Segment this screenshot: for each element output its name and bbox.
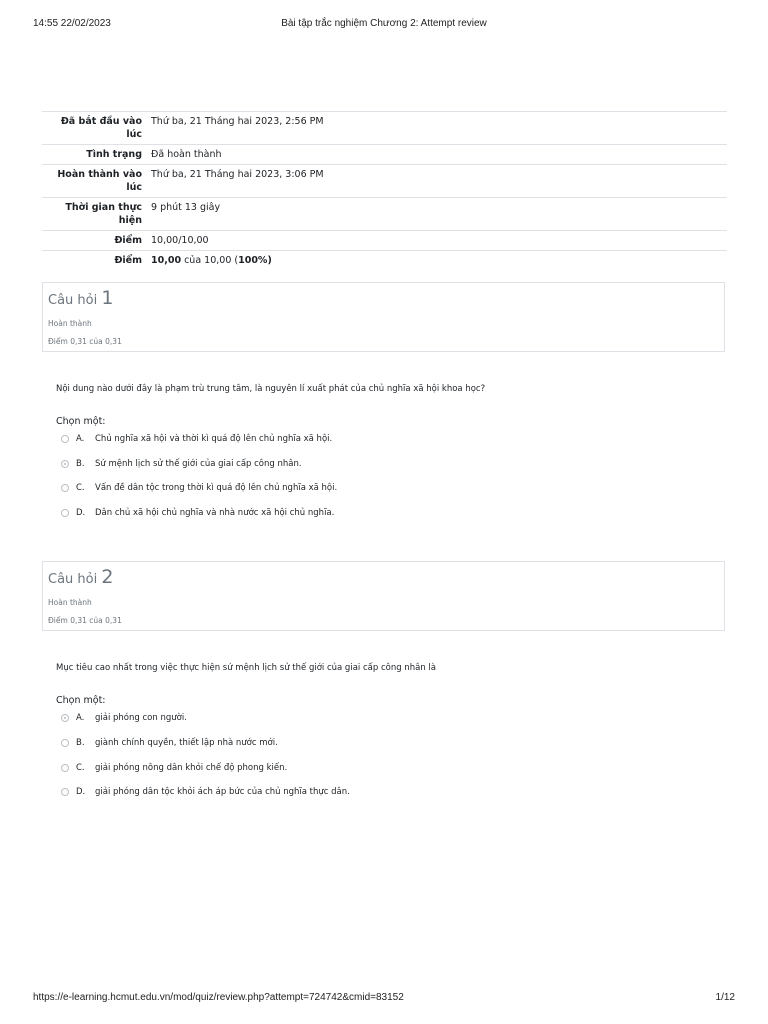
state-label: Tình trạng: [86, 149, 142, 160]
question-2-prompt: Chọn một:: [56, 695, 106, 706]
grade-percent: 100%: [238, 255, 268, 266]
option-text: Sứ mệnh lịch sử thế giới của giai cấp công nhân.: [95, 459, 302, 469]
question-2-radio-a[interactable]: [61, 714, 69, 722]
started-label: Đã bắt đầu vào lúc: [60, 116, 142, 140]
question-2-radio-d[interactable]: [61, 788, 69, 796]
state-value: Đã hoàn thành: [151, 149, 222, 160]
question-1-state: Hoàn thành: [48, 319, 92, 328]
marks-value: 10,00/10,00: [151, 235, 209, 246]
option-text: Vấn đề dân tộc trong thời kì quá độ lên chủ nghĩa xã hội.: [95, 483, 338, 493]
summary-row-time: [42, 198, 727, 231]
option-letter: B.: [76, 459, 85, 469]
grade-close: ): [267, 255, 272, 266]
question-2-text: Mục tiêu cao nhất trong việc thực hiện sứ mệnh lịch sử thế giới của giai cấp công nhân là: [56, 663, 436, 673]
option-text: giành chính quyền, thiết lập nhà nước mới.: [95, 738, 278, 748]
summary-row-completed: [42, 165, 727, 198]
option-letter: D.: [76, 508, 86, 518]
completed-label: Hoàn thành vào lúc: [57, 169, 142, 193]
option-letter: B.: [76, 738, 85, 748]
time-label: Thời gian thực hiện: [65, 202, 142, 226]
option-text: giải phóng nông dân khỏi chế độ phong kiến.: [95, 763, 288, 773]
option-text: Dân chủ xã hội chủ nghĩa và nhà nước xã hội chủ nghĩa.: [95, 508, 335, 518]
option-letter: A.: [76, 713, 85, 723]
time-value: 9 phút 13 giây: [151, 202, 221, 213]
option-letter: C.: [76, 483, 85, 493]
started-value: Thứ ba, 21 Tháng hai 2023, 2:56 PM: [151, 116, 324, 127]
option-letter: C.: [76, 763, 85, 773]
summary-row-state: [42, 145, 727, 165]
summary-row-marks: [42, 231, 727, 251]
option-letter: D.: [76, 787, 86, 797]
question-2-state: Hoàn thành: [48, 598, 92, 607]
question-2-radio-b[interactable]: [61, 739, 69, 747]
question-1-number: 1: [101, 287, 114, 309]
question-1-grade: Điểm 0,31 của 0,31: [48, 337, 122, 346]
question-1-title-label: Câu hỏi: [48, 293, 98, 308]
print-datetime: 14:55 22/02/2023: [33, 18, 111, 29]
print-footer: [0, 992, 768, 1006]
question-1-info: [42, 282, 725, 352]
option-text: giải phóng con người.: [95, 713, 187, 723]
print-header: [0, 18, 768, 32]
question-1-title: [48, 287, 113, 309]
question-2-radio-c[interactable]: [61, 764, 69, 772]
question-2-grade: Điểm 0,31 của 0,31: [48, 616, 122, 625]
option-text: Chủ nghĩa xã hội và thời kì quá độ lên chủ nghĩa xã hội.: [95, 434, 333, 444]
question-1-radio-a[interactable]: [61, 435, 69, 443]
attempt-summary-table: [42, 111, 727, 270]
option-letter: A.: [76, 434, 85, 444]
summary-row-grade: [42, 251, 727, 271]
question-2-info: [42, 561, 725, 631]
print-page-number: 1/12: [715, 992, 735, 1003]
summary-row-started: [42, 112, 727, 145]
option-text: giải phóng dân tộc khỏi ách áp bức của chủ nghĩa thực dân.: [95, 787, 350, 797]
question-2-number: 2: [101, 566, 114, 588]
grade-score: 10,00: [151, 255, 182, 266]
print-document-title: Bài tập trắc nghiệm Chương 2: Attempt review: [281, 18, 487, 29]
question-1-radio-c[interactable]: [61, 484, 69, 492]
question-2-title-label: Câu hỏi: [48, 572, 98, 587]
question-1-text: Nội dung nào dưới đây là phạm trù trung tâm, là nguyên lí xuất phát của chủ nghĩa xã hội khoa học?: [56, 384, 486, 394]
print-url: https://e-learning.hcmut.edu.vn/mod/quiz/review.php?attempt=724742&cmid=83152: [33, 992, 404, 1003]
grade-of: của 10,00 (: [181, 255, 239, 266]
question-1-radio-b[interactable]: [61, 460, 69, 468]
completed-value: Thứ ba, 21 Tháng hai 2023, 3:06 PM: [151, 169, 324, 180]
grade-value: [148, 251, 727, 271]
grade-label: Điểm: [114, 255, 142, 266]
question-2-title: [48, 566, 113, 588]
question-1-prompt: Chọn một:: [56, 416, 106, 427]
marks-label: Điểm: [114, 235, 142, 246]
question-1-radio-d[interactable]: [61, 509, 69, 517]
